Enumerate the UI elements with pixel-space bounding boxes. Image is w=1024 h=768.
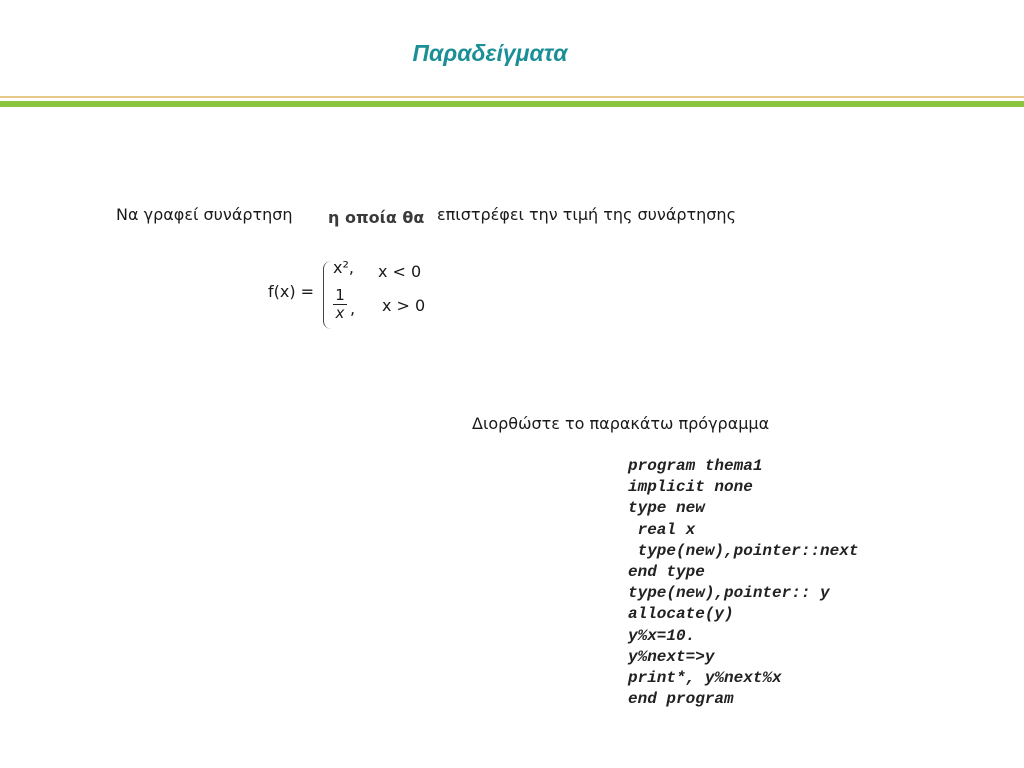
code-line: program thema1 bbox=[628, 457, 763, 475]
code-line: y%x=10. bbox=[628, 626, 696, 645]
code-line: implicit none bbox=[628, 478, 753, 497]
code-line: print*, y%next%x bbox=[628, 668, 782, 687]
task-text-part2: η οποία θα bbox=[328, 208, 425, 227]
code-line: allocate(y) bbox=[628, 605, 734, 624]
header-divider-thin bbox=[0, 96, 1024, 98]
formula-case2-condition: x > 0 bbox=[382, 296, 426, 315]
code-line: real x bbox=[628, 520, 696, 539]
instruction-text: Διορθώστε το παρακάτω πρόγραμμα bbox=[472, 414, 770, 433]
formula-case1-condition: x < 0 bbox=[378, 262, 422, 281]
code-line: end type bbox=[628, 562, 705, 581]
piecewise-formula bbox=[268, 255, 468, 335]
formula-lhs: f(x) = bbox=[268, 282, 315, 301]
fraction-numerator: 1 bbox=[333, 287, 347, 305]
code-line: type(new),pointer:: y bbox=[628, 584, 830, 603]
slide-title: Παραδείγματα bbox=[412, 40, 568, 66]
task-text-part1: Να γραφεί συνάρτηση bbox=[116, 205, 293, 224]
formula-brace bbox=[323, 261, 332, 329]
code-line: type(new),pointer::next bbox=[628, 541, 859, 560]
formula-case1-expr: x², bbox=[333, 258, 354, 277]
formula-case2-comma: , bbox=[350, 299, 356, 318]
header-divider-thick bbox=[0, 101, 1024, 107]
code-line: type new bbox=[628, 499, 705, 518]
code-line: y%next=>y bbox=[628, 647, 715, 666]
code-line: end program bbox=[628, 690, 734, 709]
formula-case2-fraction bbox=[333, 287, 347, 322]
task-text-part3: επιστρέφει την τιμή της συνάρτησης bbox=[437, 205, 736, 224]
fraction-denominator: x bbox=[335, 304, 345, 322]
code-block bbox=[628, 456, 858, 710]
